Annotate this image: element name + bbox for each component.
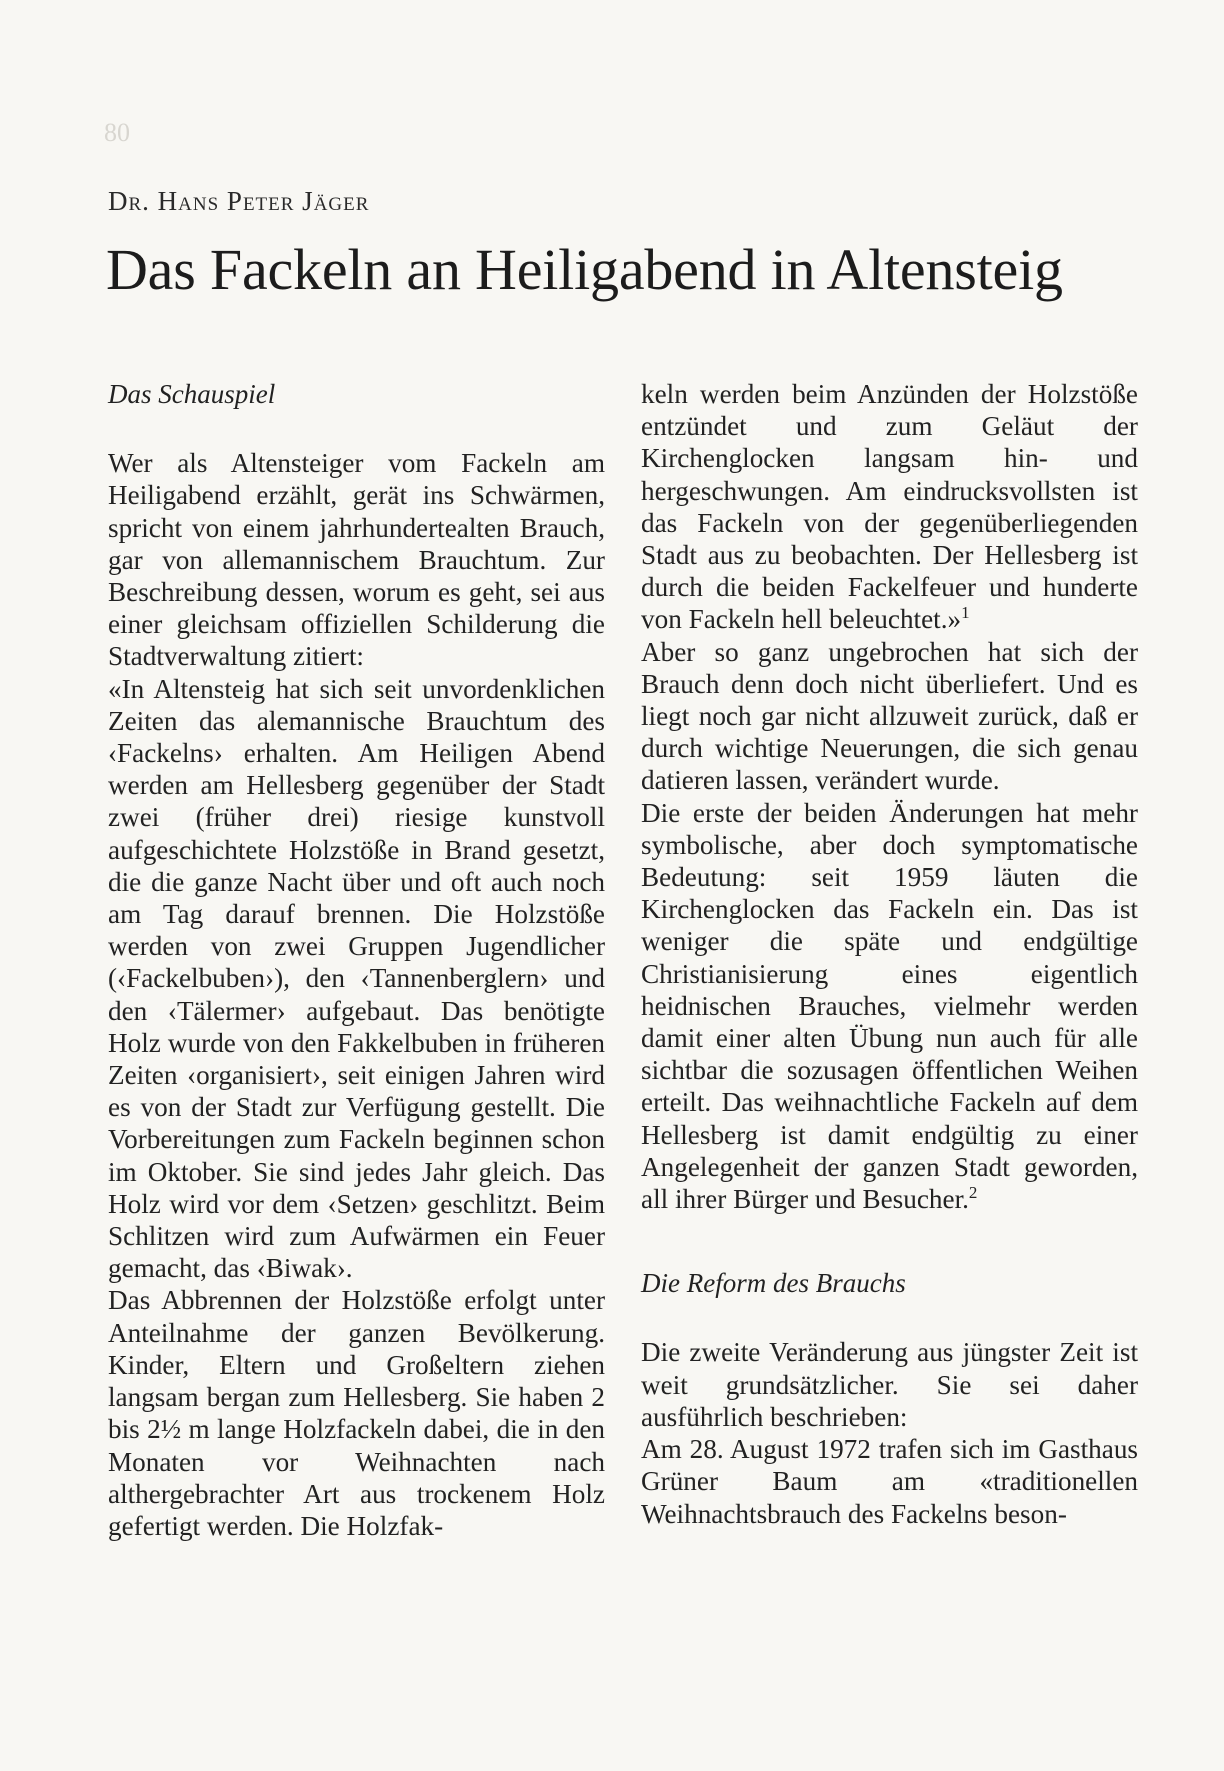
article-title: Das Fackeln an Heiligabend in Altensteig [106, 237, 1063, 302]
paragraph [641, 797, 1138, 1216]
paragraph: Am 28. August 1972 trafen sich im Gasthaus Grüner Baum am «traditionellen Weihnachtsbrauch des Fackelns beson- [641, 1434, 1138, 1529]
paragraph-text: Die erste der beiden Änderungen hat mehr symbolische, aber doch symptomatische Bedeutung: seit 1959 läuten die Kirchenglocken das Fackeln ein. Das ist weniger die späte und endgültige Christianisierung eines eigentlich heidnischen Brauches, vielmehr werden damit einer alten Übung nun auch für alle sichtbar die sozusagen öffentlichen Weihen erteilt. Das weihnachtliche Fackeln auf dem Hellesberg ist damit endgültig zu einer Angelegenheit der ganzen Stadt geworden, all ihrer Bürger und Besucher. [641, 797, 1138, 1215]
section-heading-reform: Die Reform des Brauchs [641, 1268, 906, 1299]
paragraph: Aber so ganz ungebrochen hat sich der Brauch denn doch nicht überliefert. Und es liegt noch gar nicht allzuweit zurück, daß er durch wichtige Neuerungen, die sich genau datieren lassen, verändert wurde. [641, 636, 1138, 796]
left-column [108, 378, 605, 1542]
paragraph-text: keln werden beim Anzünden der Holzstöße entzündet und zum Geläut der Kirchenglocken langsam hin- und hergeschwungen. Am eindrucksvollsten ist das Fackeln von der gegenüberliegenden Stadt aus zu beobachten. Der Hellesberg ist durch die beiden Fackelfeuer und hunderte von Fackeln hell beleuchtet.» [641, 379, 1138, 635]
section-heading-schauspiel: Das Schauspiel [108, 379, 276, 409]
right-column [641, 378, 1138, 1530]
paragraph: Das Abbrennen der Holzstöße erfolgt unter Anteilnahme der ganzen Bevölkerung. Kinder, Eltern und Großeltern ziehen langsam bergan zum Hellesberg. Sie haben 2 bis 2½ m lange Holzfackeln dabei, die in den Monaten vor Weihnachten nach althergebrachter Art aus trockenem Holz gefertigt werden. Die Holzfak- [108, 1285, 605, 1541]
paragraph [641, 378, 1138, 636]
footnote-marker: 2 [968, 1183, 978, 1203]
author-name: Dr. Hans Peter Jäger [108, 186, 370, 216]
paragraph: Die zweite Veränderung aus jüngster Zeit ist weit grundsätzlicher. Sie sei daher ausführlich beschrieben: [641, 1337, 1138, 1432]
paragraph: «In Altensteig hat sich seit unvordenklichen Zeiten das alemannische Brauchtum des ‹Fackelns› erhalten. Am Heiligen Abend werden am Hellesberg gegenüber der Stadt zwei (früher drei) riesige kunstvoll aufgeschichtete Holzstöße in Brand gesetzt, die die ganze Nacht über und oft auch noch am Tag darauf brennen. Die Holzstöße werden von zwei Gruppen Jugendlicher (‹Fackelbuben›), den ‹Tannenberglern› und den ‹Tälermer› aufgebaut. Das benötigte Holz wurde von den Fakkelbuben in früheren Zeiten ‹organisiert›, seit einigen Jahren wird es von der Stadt zur Verfügung gestellt. Die Vorbereitungen zum Fackeln beginnen schon im Oktober. Sie sind jedes Jahr gleich. Das Holz wird vor dem ‹Setzen› geschlitzt. Beim Schlitzen wird zum Aufwärmen ein Feuer gemacht, das ‹Biwak›. [108, 673, 605, 1284]
paragraph: Wer als Altensteiger vom Fackeln am Heiligabend erzählt, gerät ins Schwärmen, spricht von einem jahrhundertealten Brauch, gar von allemannischem Brauchtum. Zur Beschreibung dessen, worum es geht, sei aus einer gleichsam offiziellen Schilderung die Stadtverwaltung zitiert: [108, 448, 605, 672]
footnote-marker: 1 [961, 603, 970, 623]
page-number: 80 [104, 118, 130, 147]
